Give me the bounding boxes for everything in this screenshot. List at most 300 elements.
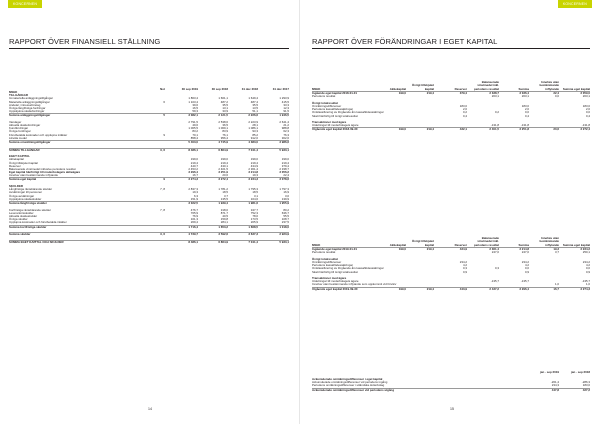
table-cell: -131,8 [490, 123, 499, 128]
row-label: SKULDER [9, 184, 23, 189]
table-cell: 3 296,4 [519, 286, 529, 291]
table-cell: 19,3 [553, 247, 559, 251]
column-header: Not [160, 86, 165, 91]
column-header: Summa eget kapital [562, 242, 590, 247]
row-label: Skatt hänförlig till övrigt totalresultat [312, 269, 358, 274]
table-cell: 0,9 [462, 269, 467, 274]
column-header: Summa [518, 86, 529, 91]
table-cell: 7, 8 [160, 187, 165, 192]
row-label: Upplupna kostnader och förutbetalda intäkter [9, 220, 67, 225]
table-cell: 78,0 [252, 213, 258, 218]
table-cell: 0,2 [462, 110, 467, 115]
table-cell: 18,5 [222, 190, 228, 195]
table-cell: 0,3 [494, 266, 499, 271]
table-cell: 7 041,4 [248, 239, 258, 244]
column-header: jan - sep 2019 [540, 370, 559, 374]
row-label: Övriga fordringar [9, 129, 31, 134]
table-cell: 1,0 [585, 282, 590, 287]
table-cell: 269,4 [190, 220, 198, 225]
table-cell: 39,6 [192, 102, 198, 107]
table-cell: 440,7 [190, 163, 198, 168]
table-cell: 1 797,3 [279, 187, 289, 192]
table-cell: 3 234,2 [580, 247, 590, 251]
row-label: Omklassificering av förgående års kassaflödessäkringar [312, 110, 384, 115]
column-header: Balanserade vinstmedel inkl. periodens resultat [473, 236, 499, 247]
page-title: RAPPORT ÖVER FINANSIELL STÄLLNING [9, 37, 161, 46]
row-label: Ingående eget kapital 2019-01-01 [312, 247, 357, 251]
row-label: Omräkningsdifferenser [312, 259, 342, 264]
table-cell: 3 214,8 [248, 170, 258, 175]
table-cell: 3 274,3 [580, 286, 590, 291]
row-label: Leverantörsskulder [9, 210, 34, 215]
row-label: Periodens resultat [312, 250, 336, 255]
table-row [312, 127, 590, 131]
table-cell: 6 864,9 [218, 239, 228, 244]
table-cell: 2 338,7 [489, 91, 499, 95]
table-cell: 2 837,3 [188, 187, 198, 192]
table-cell: 7, 8 [160, 207, 165, 212]
table-cell: 4 383,0 [248, 140, 258, 145]
table-cell: 36,5 [222, 123, 228, 128]
table-cell: 5 [163, 113, 165, 118]
table-cell: 3 251,8 [519, 127, 529, 132]
page-number: 15 [450, 407, 454, 411]
row-label: Balanserade vinstmedel inklusive periodens resultat [9, 166, 76, 171]
table-cell: 2 361,4 [489, 247, 499, 251]
table-cell: 1 653,2 [218, 224, 228, 229]
table-cell: 3 078,6 [279, 177, 289, 182]
row-label: Långfristiga räntebärande skulder [9, 187, 53, 192]
equity-changes-table-2019 [312, 236, 590, 291]
row-label: Övriga långfristiga fordringar [9, 105, 46, 110]
table-cell: 55,5 [283, 213, 289, 218]
table-header-label: MSEK [312, 242, 321, 247]
table-cell: 76,3 [283, 132, 289, 137]
table-cell: 1 795,3 [248, 187, 258, 192]
table-cell: 16,5 [192, 105, 198, 110]
row-label: Transaktioner med ägare [312, 276, 347, 281]
row-label: Likvida medel [9, 135, 27, 140]
table-cell: 318,0 [220, 207, 228, 212]
row-label: Ackumulerade omräkningsdifferenser vid periodens utgång [312, 387, 395, 392]
table-cell: 2,0 [524, 107, 529, 112]
table-cell: 2 641,4 [279, 119, 289, 124]
table-cell: 1 981,6 [248, 201, 258, 205]
table-cell: 3, 6 [160, 232, 165, 237]
table-cell: 0,4 [462, 113, 467, 118]
row-label: Övrigt totalresultat [312, 256, 338, 261]
table-cell: 234,3 [551, 383, 559, 388]
table-cell: 159,8 [220, 217, 228, 222]
column-header: Reserver [454, 242, 467, 247]
table-cell: 199,0 [398, 127, 406, 132]
table-cell: 4,2 [462, 263, 467, 268]
table-cell: 4 745,9 [218, 140, 228, 145]
table-cell: -261,4 [550, 380, 559, 385]
table-cell: 161,3 [190, 217, 198, 222]
table-cell: 199,0 [398, 247, 406, 251]
equity-changes-table-2018 [312, 80, 590, 132]
table-cell: 1 668,5 [248, 224, 258, 229]
table-cell: 1 863,4 [188, 96, 198, 101]
table-cell: 183,0 [521, 103, 529, 108]
column-header: 30 sep 2018 [211, 86, 228, 91]
table-cell: 3 251,9 [218, 170, 228, 175]
row-label: Omräkningsdifferenser [312, 103, 342, 108]
table-cell: 2 401,5 [489, 127, 499, 132]
translation-differences-table [312, 371, 590, 392]
row-label: Summa eget kapital [9, 177, 37, 182]
column-header: Innehav utan bestämmande inflytande [539, 80, 559, 91]
table-cell: 1,0 [554, 282, 559, 287]
table-cell: 247,0 [491, 250, 499, 255]
row-label: Periodens kassaflödessäkringar [312, 107, 353, 112]
table-cell: 1 716,4 [188, 224, 198, 229]
balance-sheet-table [9, 80, 289, 244]
row-label: Övrigt tillskjutet kapital [9, 160, 38, 165]
table-cell: 18,5 [252, 190, 258, 195]
table-cell: 3 272,4 [580, 127, 590, 132]
row-label: Ackumulerade omräkningsdifferenser vid periodens ingång [312, 380, 388, 385]
table-header-row [312, 236, 590, 247]
row-label: Omklassificering av förgående års kassaflödessäkringar [312, 266, 384, 271]
table-cell: 108,7 [281, 217, 289, 222]
table-cell: 33,3 [283, 102, 289, 107]
column-header: Övrigt tillskjutet kapital [411, 239, 434, 247]
row-label: Periodens kassaflödessäkringar [312, 263, 353, 268]
table-cell: 3,7 [554, 250, 559, 255]
table-cell: 434,9 [250, 163, 258, 168]
table-cell: 3,0 [284, 193, 289, 198]
table-cell: 183,0 [459, 103, 467, 108]
table-header-row [9, 80, 289, 91]
table-cell: 35,5 [222, 102, 228, 107]
table-cell: 13,5 [252, 105, 258, 110]
table-header-label: MSEK [312, 86, 321, 91]
table-cell: 83,9 [222, 129, 228, 134]
table-cell: 6 [163, 99, 165, 104]
table-row [9, 240, 289, 244]
table-cell: 51,1 [252, 109, 258, 114]
table-cell: 3 234,3 [248, 177, 258, 182]
table-cell: 2,0 [462, 107, 467, 112]
table-header-row [312, 80, 590, 91]
table-cell: 199,0 [250, 157, 258, 162]
table-cell: 2 453,2 [188, 166, 198, 171]
table-cell: 151,9 [190, 196, 198, 201]
table-cell: 199,0 [220, 157, 228, 162]
table-cell: 5 933,1 [279, 147, 289, 152]
row-label: Materiella anläggningstillgångar [9, 99, 50, 104]
row-label: Utdelningar till moderbolagets ägare [312, 279, 359, 284]
table-cell: 199,0 [281, 157, 289, 162]
table-cell: 76,1 [222, 132, 228, 137]
table-cell: 237,5 [281, 220, 289, 225]
row-label: Innehav utan bestämmande inflytande som uppkommit vid förvärv [312, 282, 397, 287]
page-title: RAPPORT ÖVER FÖRÄNDRINGAR I EGET KAPITAL [312, 37, 498, 46]
table-cell: 430,1 [220, 163, 228, 168]
table-cell: 1 065,5 [188, 126, 198, 131]
table-cell: 219,4 [426, 286, 434, 291]
row-label: Uppskjutna skattefordringar [9, 109, 45, 114]
column-header: Innehav utan bestämmande inflytande [539, 236, 559, 247]
table-cell: 3 272,4 [218, 177, 228, 182]
table-cell: 19,3 [252, 173, 258, 178]
table-cell: 250,1 [582, 250, 590, 255]
table-cell: 247,0 [521, 250, 529, 255]
table-cell: 199,0 [398, 91, 406, 95]
table-cell: 183,0 [582, 103, 590, 108]
column-header: Summa [518, 242, 529, 247]
table-cell: 9 [163, 132, 165, 137]
table-cell: 0,9 [524, 269, 529, 274]
table-cell: 302,6 [281, 135, 289, 140]
table-cell: 3 296,4 [188, 170, 198, 175]
table-cell: 487,4 [250, 99, 258, 104]
column-header: 31 dec 2017 [272, 86, 289, 91]
table-cell: 8 486,1 [188, 239, 198, 244]
table-cell: 80,2 [283, 207, 289, 212]
table-cell: 765,9 [190, 210, 198, 215]
row-label: Eget kapital hänförligt till moderbolagets aktieägare [9, 170, 81, 175]
table-cell: 858,4 [190, 135, 198, 140]
table-cell: 427,2 [582, 387, 590, 392]
table-cell: 6 864,9 [218, 147, 228, 152]
table-cell: 4,2 [585, 263, 590, 268]
row-label: Varulager [9, 119, 22, 124]
table-cell: 205,9 [250, 220, 258, 225]
row-label: Övrigt totalresultat [312, 100, 338, 105]
table-cell: -131,8 [520, 123, 529, 128]
table-cell: 4 739,7 [188, 232, 198, 237]
table-cell: 3 022,5 [188, 201, 198, 205]
table-cell: 203,1 [582, 94, 590, 99]
row-label: Övriga skulder [9, 217, 28, 222]
column-header: Summa eget kapital [562, 86, 590, 91]
table-cell: 2 226,6 [248, 113, 258, 118]
table-cell: 203,1 [491, 94, 499, 99]
table-cell: 0,0 [554, 94, 559, 99]
table-cell: 0,0 [585, 110, 590, 115]
row-label: Transaktioner med ägare [312, 120, 347, 125]
table-cell: 3, 6 [160, 147, 165, 152]
table-cell: 0,3 [462, 266, 467, 271]
table-cell: 3 056,2 [279, 170, 289, 175]
row-label: Uppskjutna skatteskulder [9, 196, 42, 201]
table-cell: 219,4 [220, 160, 228, 165]
row-label: EGET KAPITAL [9, 154, 30, 159]
table-cell: 956,4 [220, 135, 228, 140]
table-cell: -131,8 [581, 123, 590, 128]
table-cell: 0,2 [494, 110, 499, 115]
table-cell: 1 293,9 [279, 96, 289, 101]
row-label: Kortfristiga räntebärande skulder [9, 207, 51, 212]
table-cell: 139,9 [281, 196, 289, 201]
table-cell: 85,2 [252, 132, 258, 137]
table-cell: 59,3 [192, 109, 198, 114]
row-label: Summa kortfristiga skulder [9, 224, 47, 229]
table-cell: -135,7 [581, 279, 590, 284]
table-cell: 0,0 [585, 266, 590, 271]
table-cell: 3 082,1 [188, 113, 198, 118]
table-cell: 3 036,4 [519, 91, 529, 95]
column-header: Övrigt tillskjutet kapital [411, 83, 434, 91]
title-rule [9, 48, 289, 49]
table-cell: 5 933,1 [279, 239, 289, 244]
table-cell: 1 103,4 [188, 99, 198, 104]
table-cell: 22,4 [283, 173, 289, 178]
row-label: SUMMA TILLGÅNGAR [9, 147, 40, 152]
table-cell: 12,3 [283, 105, 289, 110]
row-label: Aktuella skatteskulder [9, 213, 38, 218]
table-row [312, 287, 590, 291]
table-cell: 40,5 [222, 213, 228, 218]
table-cell: 3 592,6 [218, 232, 228, 237]
table-cell: 219,4 [250, 160, 258, 165]
table-cell: 1 946,5 [279, 113, 289, 118]
table-cell: 379,4 [459, 91, 467, 95]
table-cell: 83,2 [192, 129, 198, 134]
row-label: Summa omsättningstillgångar [9, 140, 51, 145]
table-cell: 3 986,6 [279, 140, 289, 145]
table-cell: 9 [163, 177, 165, 182]
row-label: Aktuella skattefordringar [9, 123, 41, 128]
table-cell: 3,7 [223, 193, 228, 198]
table-cell: -135,7 [490, 279, 499, 284]
table-cell: 203,1 [521, 94, 529, 99]
table-cell: 70,1 [192, 132, 198, 137]
table-cell: 1 955,9 [279, 201, 289, 205]
table-cell: 19,3 [192, 190, 198, 195]
table-cell: 0,4 [585, 113, 590, 118]
table-cell: 6,3 [193, 193, 198, 198]
table-cell: 2 361,4 [248, 166, 258, 171]
section-tab: KONCERNEN [8, 0, 42, 8]
table-cell: 33,9 [222, 109, 228, 114]
table-cell: 16,7 [553, 286, 559, 291]
table-cell: 1 661,1 [218, 96, 228, 101]
table-cell: 16,7 [192, 173, 198, 178]
table-cell: 22,4 [553, 91, 559, 95]
table-cell: 3 214,8 [519, 247, 529, 251]
table-cell: 13,1 [222, 105, 228, 110]
table-cell: 3 637,3 [248, 232, 258, 237]
row-label: Periodens omräkningsdifferenser i utländska dotterbolag [312, 383, 385, 388]
table-cell: 234,2 [459, 259, 467, 264]
table-cell: 234,2 [582, 259, 590, 264]
table-cell: 447,8 [551, 387, 559, 392]
table-cell: 443,9 [459, 286, 467, 291]
table-cell: 234,2 [521, 259, 529, 264]
table-cell: -286,3 [581, 380, 590, 385]
table-cell: 4,2 [524, 263, 529, 268]
table-cell: 135,5 [220, 196, 228, 201]
row-label: Förutbetalda kostnader och upplupna intäkter [9, 132, 68, 137]
row-label: Aktiekapital [9, 157, 24, 162]
table-row [312, 388, 590, 392]
table-cell: 2 121,5 [218, 113, 228, 118]
row-label: Ingående eget kapital 2018-01-01 [312, 91, 357, 95]
table-cell: 434,9 [459, 247, 467, 251]
table-cell: 219,4 [426, 127, 434, 132]
column-header: Reserver [454, 86, 467, 91]
table-cell: 988,8 [281, 126, 289, 131]
table-cell: 219,4 [426, 91, 434, 95]
table-cell: 7 041,4 [248, 147, 258, 152]
table-cell: 8 486,1 [188, 147, 198, 152]
table-cell: 35,5 [252, 102, 258, 107]
row-label: Summa skulder [9, 232, 31, 237]
row-label: Övriga avsättningar [9, 193, 35, 198]
table-cell: 0,4 [524, 113, 529, 118]
table-cell: 20,6 [553, 127, 559, 132]
row-label: Andelar i intresseföretag [9, 102, 41, 107]
table-cell: 49,6 [192, 123, 198, 128]
table-cell: 476,7 [190, 207, 198, 212]
table-cell: 0,0 [524, 110, 529, 115]
table-cell: 284,1 [220, 220, 228, 225]
table-cell: 28,1 [252, 123, 258, 128]
table-cell: 0,0 [524, 266, 529, 271]
table-cell: 636,7 [281, 210, 289, 215]
table-cell: 1 018,0 [279, 224, 289, 229]
table-cell: 1 086,1 [248, 126, 258, 131]
row-label: MSEK [9, 90, 18, 94]
table-cell: 379,4 [281, 163, 289, 168]
row-label: Kundfordringar [9, 126, 29, 131]
row-label: Immateriella anläggningstillgångar [9, 96, 53, 101]
table-cell: 173,5 [250, 217, 258, 222]
table-cell: -135,7 [520, 279, 529, 284]
table-cell: 415,5 [281, 99, 289, 104]
table-cell: 2 923,9 [279, 232, 289, 237]
row-label: Utgående eget kapital 2019-09-30 [312, 286, 358, 291]
page-number: 14 [148, 407, 152, 411]
row-label: Reserver [9, 163, 21, 168]
row-label: Utdelningar till moderbolagets ägare [312, 123, 359, 128]
row-label: Summa anläggningstillgångar [9, 113, 51, 118]
table-cell: 5 403,0 [188, 140, 198, 145]
row-label: Periodens resultat [312, 94, 336, 99]
table-cell: 2 338,7 [279, 166, 289, 171]
table-cell: 2,0 [585, 107, 590, 112]
column-header: 30 sep 2019 [181, 86, 198, 91]
table-cell: 219,4 [426, 247, 434, 251]
table-cell: 76,9 [192, 213, 198, 218]
table-cell: 487,2 [220, 99, 228, 104]
column-header: 31 dec 2018 [241, 86, 258, 91]
table-cell: 93,3 [252, 129, 258, 134]
table-cell: 2 223,9 [248, 119, 258, 124]
table-cell: 871,7 [220, 210, 228, 215]
table-cell: 2 791,5 [188, 119, 198, 124]
section-tab: KONCERNEN [558, 0, 592, 8]
table-cell: 3 059,0 [580, 91, 590, 95]
row-label: Avsättningar till pensioner [9, 190, 43, 195]
table-cell: 432,1 [459, 127, 467, 132]
table-cell: 219,4 [281, 160, 289, 165]
table-cell: 1 781,2 [218, 187, 228, 192]
table-cell: 16,9 [283, 190, 289, 195]
table-cell: 912,0 [250, 135, 258, 140]
table-cell: 2 437,2 [489, 286, 499, 291]
row-label: Innehav utan bestämmande inflytande [9, 173, 59, 178]
table-cell: 347,7 [250, 207, 258, 212]
row-label: Utgående eget kapital 2018-09-30 [312, 127, 358, 132]
right-page [300, 0, 600, 424]
title-rule [312, 48, 590, 49]
table-cell: 21,2 [283, 123, 289, 128]
